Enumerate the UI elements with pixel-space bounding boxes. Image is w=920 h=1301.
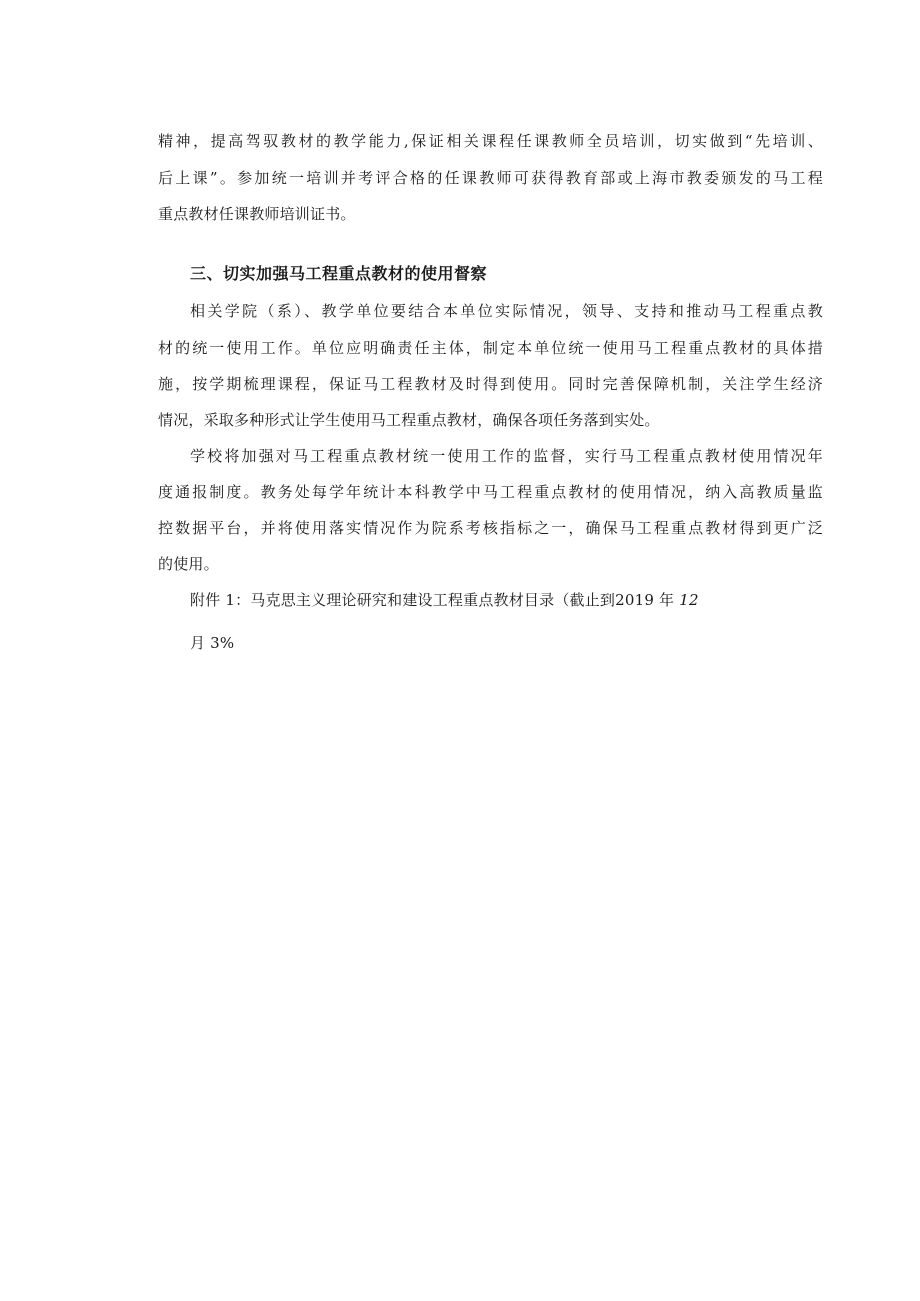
body-line: 情况，采取多种形式让学生使用马工程重点教材，确保各项任务落到实处。 [158,411,660,429]
body-line: 控数据平台，并将使用落实情况作为院系考核指标之一，确保马工程重点教材得到更广泛 [158,519,823,537]
body-line: 度通报制度。教务处每学年统计本科教学中马工程重点教材的使用情况，纳入高教质量监 [158,483,823,501]
body-line: 后上课”。参加统一培训并考评合格的任课教师可获得教育部或上海市教委颁发的马工程 [158,169,823,187]
body-line: 材的统一使用工作。单位应明确责任主体，制定本单位统一使用马工程重点教材的具体措 [158,339,823,357]
body-line: 重点教材任课教师培训证书。 [158,205,356,223]
body-line: 的使用。 [158,555,219,573]
section-heading: 三、切实加强马工程重点教材的使用督察 [190,264,488,283]
attachment-line [190,590,823,610]
body-line: 施，按学期梳理课程，保证马工程教材及时得到使用。同时完善保障机制，关注学生经济 [158,375,823,393]
body-line: 学校将加强对马工程重点教材统一使用工作的监督，实行马工程重点教材使用情况年 [190,447,823,465]
body-line: 相关学院（系）、教学单位要结合本单位实际情况，领导、支持和推动马工程重点教 [190,302,823,320]
attachment-month: 12 [679,591,699,609]
body-line: 精神，提高驾驭教材的教学能力,保证相关课程任课教师全员培训，切实做到“先培训、 [158,132,823,150]
attachment-line-2: 月 3% [190,634,235,652]
attachment-text: 附件 1：马克思主义理论研究和建设工程重点教材目录（截止到2019 年 [190,591,675,609]
